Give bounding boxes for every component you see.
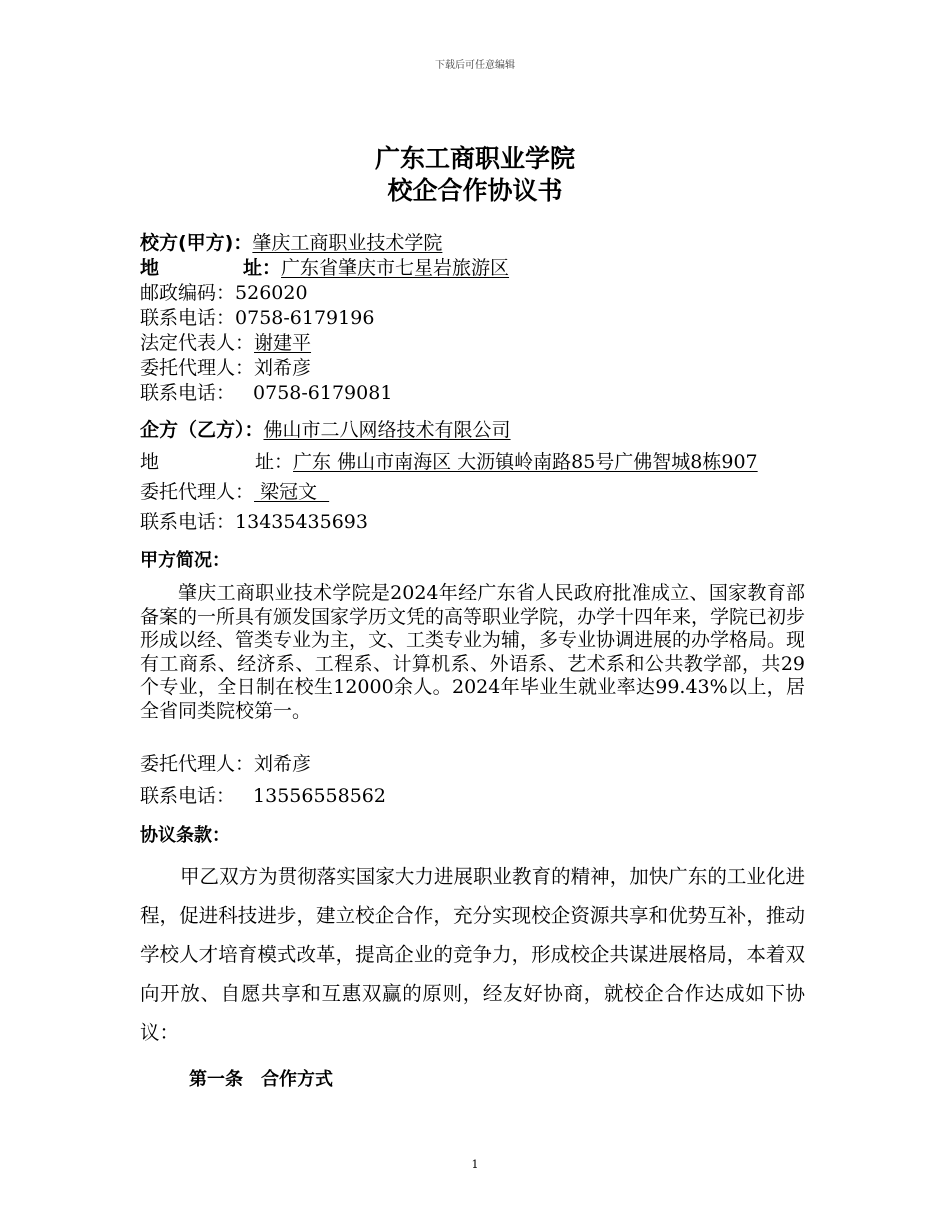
party-b-phone-label: 联系电话： — [140, 511, 236, 533]
party-a-agent-phone: 0758-6179081 — [253, 382, 393, 404]
terms-paragraph: 甲乙双方为贯彻落实国家大力进展职业教育的精神，加快广东的工业化进程，促进科技进步，建立校企合作，充分实现校企资源共享和优势互补，推动学校人才培育模式改革，提高企业的竞争力，形成校企共谋进展格局，本着双向开放、自愿共享和互惠双赢的原则，经友好协商，就校企合作达成如下协议： — [140, 865, 805, 1044]
party-a-legal-rep-label: 法定代表人： — [140, 332, 255, 354]
party-b-phone: 13435435693 — [235, 511, 368, 533]
party-b-name-label: 企方（乙方）： — [140, 419, 264, 441]
party-a-phone: 0758-6179196 — [235, 307, 375, 329]
party-a-phone-row — [140, 306, 374, 330]
intro-agent: 刘希彦 — [254, 753, 312, 775]
party-a-agent-row — [140, 356, 311, 380]
page-number: 1 — [471, 1158, 479, 1171]
party-a-postcode: 526020 — [235, 282, 308, 304]
party-b-agent-row — [140, 480, 329, 504]
party-a-name-label: 校方(甲方)： — [140, 232, 253, 254]
party-b-address: 广东 佛山市南海区 大沥镇岭南路85号广佛智城8栋907 — [293, 451, 758, 473]
intro-heading: 甲方简况： — [140, 550, 230, 571]
party-a-name-row — [140, 231, 442, 255]
party-b-name-row — [140, 418, 511, 442]
party-b-agent: 梁冠文 — [254, 481, 330, 503]
party-a-legal-rep-row — [140, 331, 311, 355]
party-a-agent: 刘希彦 — [254, 357, 312, 379]
party-a-address: 广东省肇庆市七星岩旅游区 — [281, 257, 510, 279]
intro-paragraph: 肇庆工商职业技术学院是2024年经广东省人民政府批准成立、国家教育部备案的一所具有颁发国家学历文凭的高等职业学院，办学十四年来，学院已初步形成以经、管类专业为主，文、工类专业为辅，多专业协调进展的办学格局。现有工商系、经济系、工程系、计算机系、外语系、艺术系和公共教学部，共29个专业，全日制在校生12000余人。2024年毕业生就业率达99.43%以上，居全省同类院校第一。 — [140, 582, 806, 722]
intro-phone: 13556558562 — [253, 785, 386, 807]
intro-agent-label: 委托代理人： — [140, 753, 255, 775]
document-title-line1: 广东工商职业学院 — [374, 144, 575, 173]
intro-phone-label: 联系电话： — [140, 785, 236, 807]
party-b-address-label-2: 址： — [255, 451, 294, 473]
article-heading — [189, 1068, 333, 1092]
party-a-address-row — [140, 256, 509, 280]
party-b-address-row — [140, 450, 758, 474]
party-b-agent-label: 委托代理人： — [140, 481, 255, 503]
party-a-address-label-2: 址： — [243, 257, 282, 279]
party-a-postcode-row — [140, 281, 308, 305]
party-a-agent-phone-label: 联系电话： — [140, 382, 236, 404]
party-a-name: 肇庆工商职业技术学院 — [252, 232, 443, 254]
article-number: 第一条 — [189, 1069, 243, 1090]
article-title: 合作方式 — [261, 1069, 333, 1090]
party-a-postcode-label: 邮政编码： — [140, 282, 236, 304]
party-a-agent-label: 委托代理人： — [140, 357, 255, 379]
header-note: 下载后可任意编辑 — [435, 60, 515, 71]
party-b-address-label-1: 地 — [140, 451, 160, 473]
party-a-legal-rep: 谢建平 — [254, 332, 312, 354]
intro-agent-row — [140, 752, 311, 776]
party-a-agent-phone-row — [140, 381, 392, 405]
party-b-phone-row — [140, 510, 368, 534]
intro-phone-row — [140, 784, 386, 808]
terms-heading: 协议条款： — [140, 825, 230, 846]
party-a-address-label-1: 地 — [140, 257, 160, 279]
document-title-line2: 校企合作协议书 — [387, 176, 563, 205]
party-b-name: 佛山市二八网络技术有限公司 — [263, 419, 511, 441]
party-a-phone-label: 联系电话： — [140, 307, 236, 329]
